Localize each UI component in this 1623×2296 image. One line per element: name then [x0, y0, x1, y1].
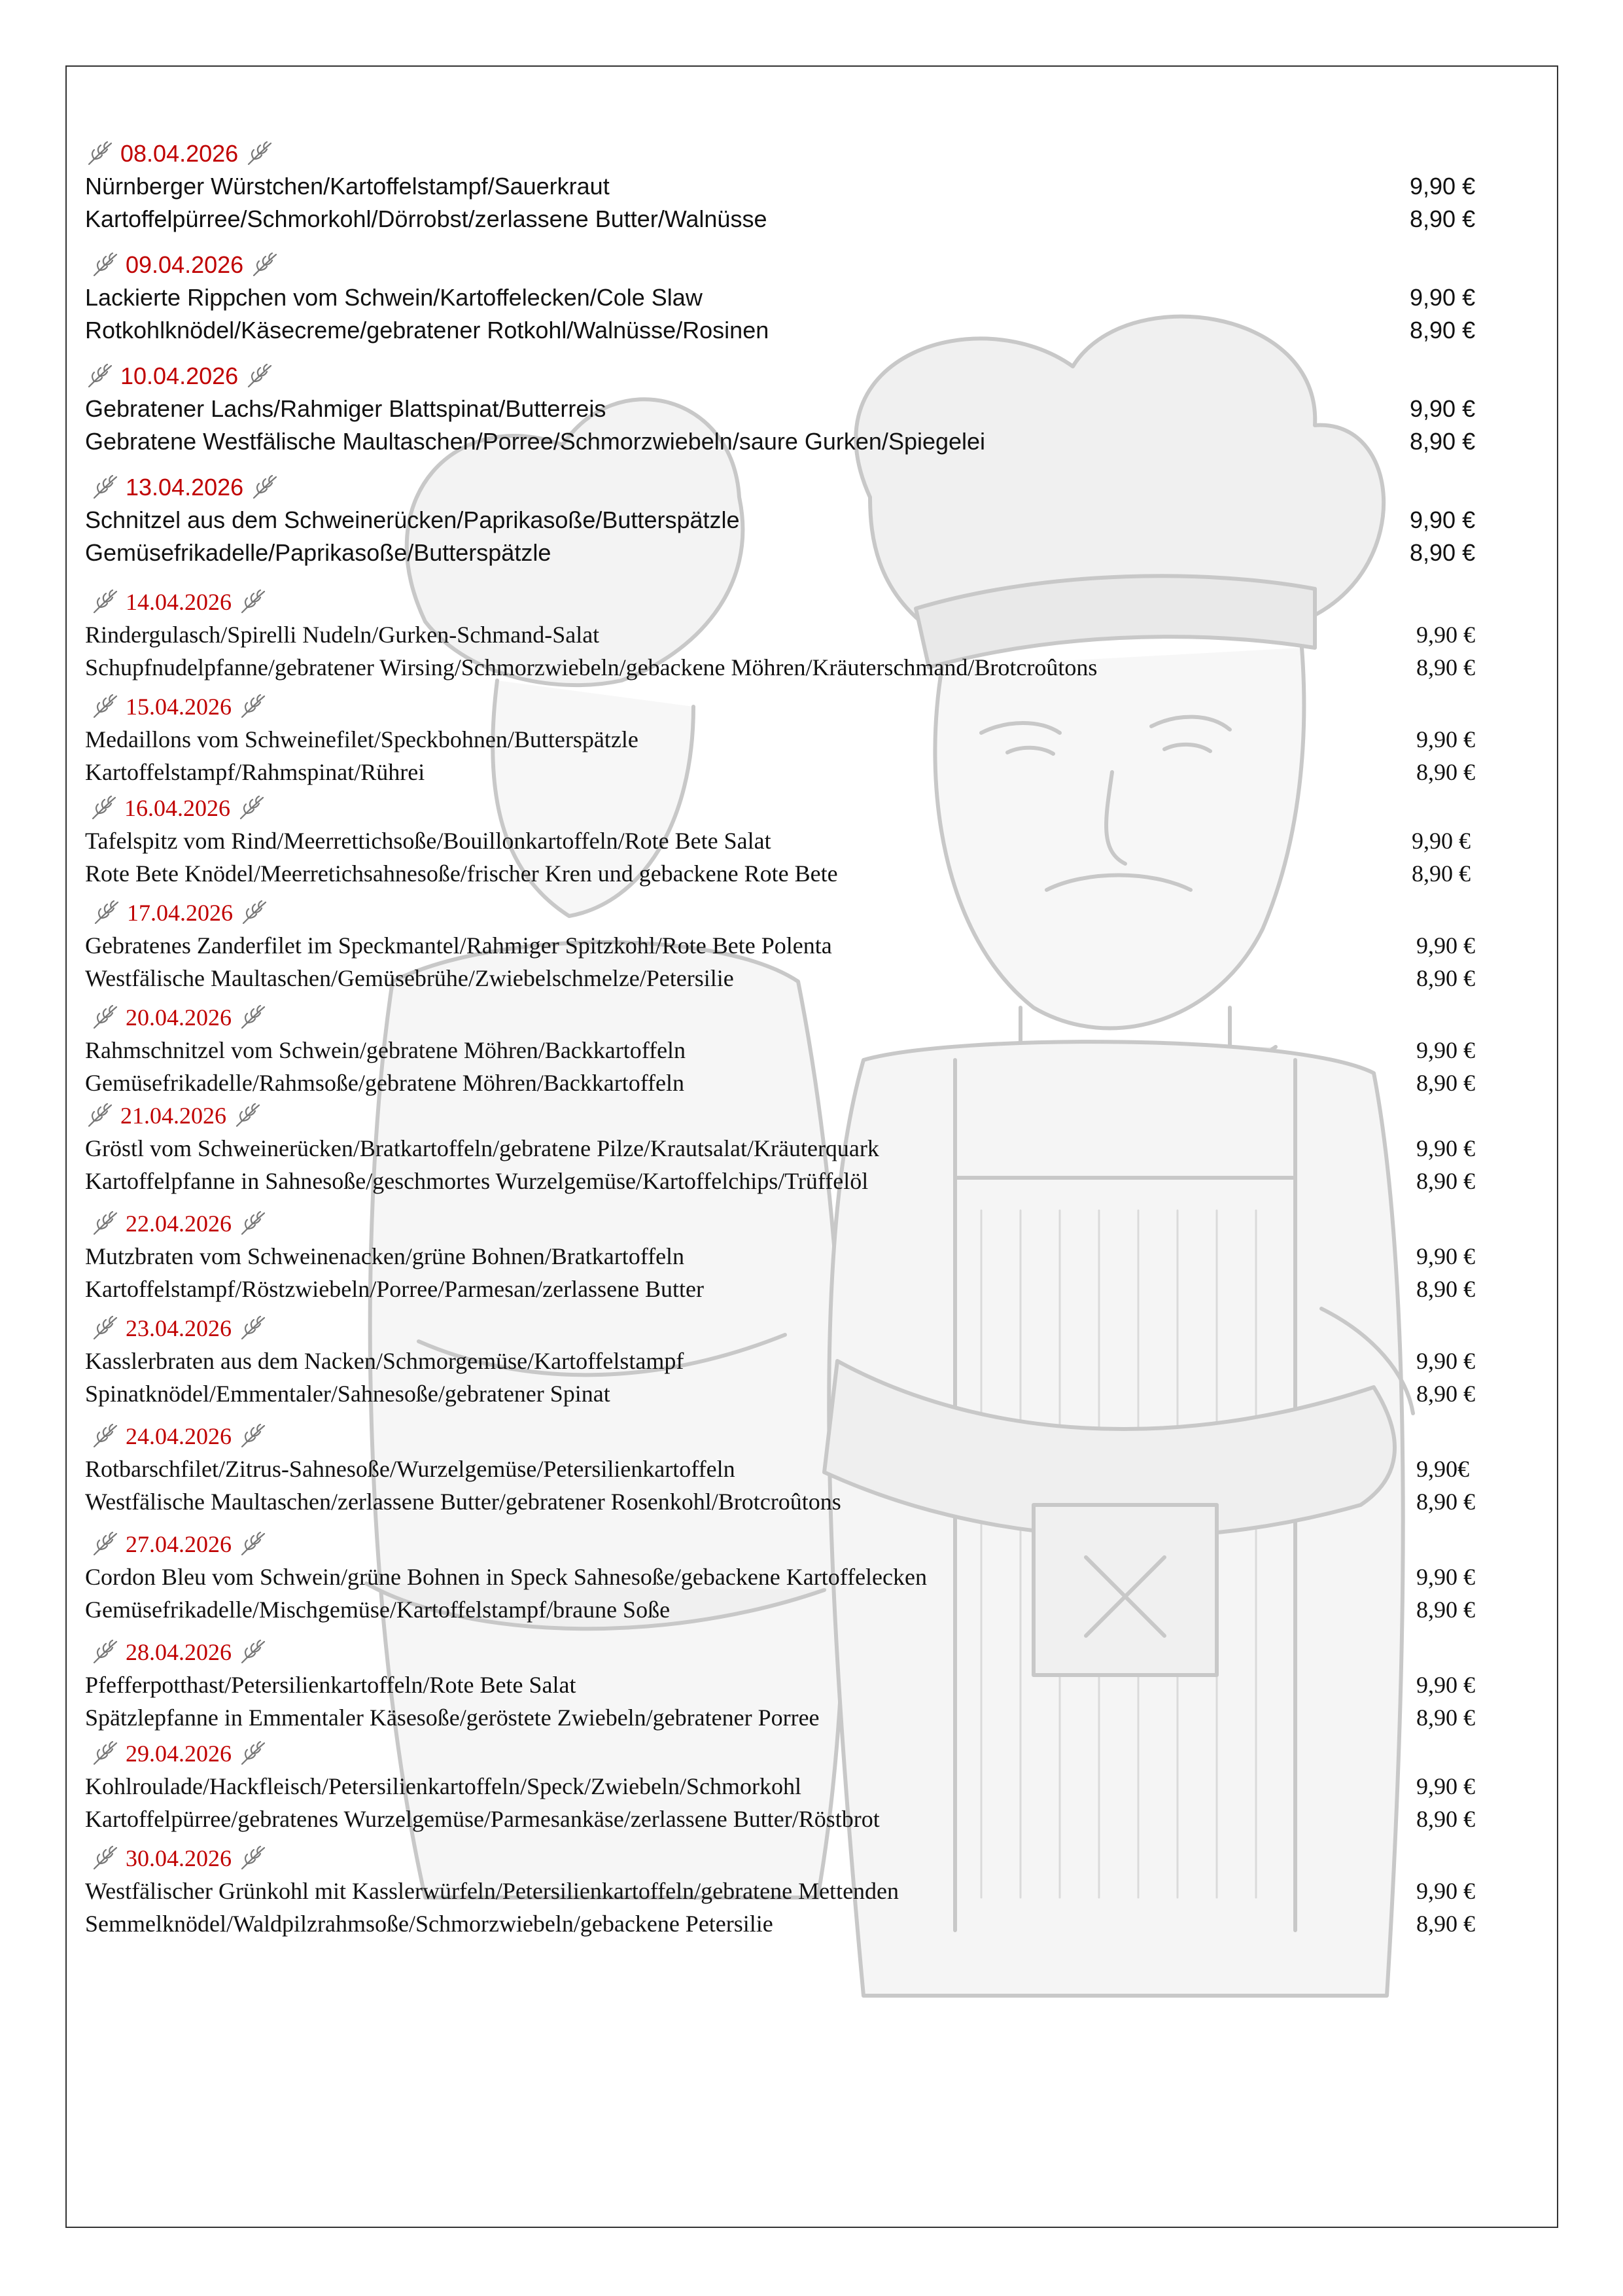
- wheat-sprig-icon: [90, 1210, 120, 1237]
- date-heading: [85, 363, 275, 389]
- wheat-sprig-icon: [90, 1315, 120, 1341]
- date-heading: [85, 1103, 263, 1129]
- dish-name: Semmelknödel/Waldpilzrahmsoße/Schmorzwiebeln/gebackene Petersilie: [85, 1911, 773, 1937]
- wheat-sprig-icon: [90, 589, 120, 615]
- date-label: 21.04.2026: [120, 1103, 226, 1129]
- dish-price: 8,90 €: [1416, 1704, 1475, 1731]
- date-heading: [90, 1315, 268, 1341]
- wheat-sprig-icon: [90, 1423, 120, 1449]
- date-label: 28.04.2026: [126, 1639, 232, 1665]
- dish-name: Pfefferpotthast/Petersilienkartoffeln/Rote Bete Salat: [85, 1672, 576, 1698]
- dish-name: Schupfnudelpfanne/gebratener Wirsing/Schmorzwiebeln/gebackene Möhren/Kräuterschmand/Brotcroûtons: [85, 654, 1098, 680]
- date-label: 22.04.2026: [126, 1210, 232, 1237]
- dish-price: 8,90 €: [1416, 965, 1475, 991]
- dish-name: Rote Bete Knödel/Meerretichsahnesoße/frischer Kren und gebackene Rote Bete: [85, 860, 838, 887]
- dish-name: Rotkohlknödel/Käsecreme/gebratener Rotkohl/Walnüsse/Rosinen: [85, 317, 769, 344]
- date-label: 30.04.2026: [126, 1845, 232, 1871]
- date-heading: [92, 900, 270, 926]
- dish-name: Gemüsefrikadelle/Paprikasoße/Butterspätzle: [85, 539, 551, 566]
- wheat-sprig-icon: [90, 1845, 120, 1871]
- wheat-sprig-icon: [238, 1004, 268, 1031]
- dish-name: Medaillons vom Schweinefilet/Speckbohnen/Butterspätzle: [85, 726, 638, 752]
- wheat-sprig-icon: [85, 1103, 115, 1129]
- dish-name: Kartoffelstampf/Röstzwiebeln/Porree/Parmesan/zerlassene Butter: [85, 1276, 705, 1302]
- date-heading: [89, 795, 267, 821]
- dish-price: 9,90 €: [1416, 1037, 1475, 1063]
- wheat-sprig-icon: [90, 1531, 120, 1557]
- date-heading: [90, 1740, 268, 1767]
- dish-name: Gebratenes Zanderfilet im Speckmantel/Rahmiger Spitzkohl/Rote Bete Polenta: [85, 932, 832, 959]
- wheat-sprig-icon: [90, 1004, 120, 1031]
- dish-name: Kohlroulade/Hackfleisch/Petersilienkartoffeln/Speck/Zwiebeln/Schmorkohl: [85, 1773, 802, 1799]
- date-label: 14.04.2026: [126, 589, 232, 615]
- date-label: 29.04.2026: [126, 1740, 232, 1767]
- dish-price: 9,90 €: [1410, 173, 1476, 200]
- dish-name: Gröstl vom Schweinerücken/Bratkartoffeln/gebratene Pilze/Krautsalat/Kräuterquark: [85, 1135, 879, 1161]
- wheat-sprig-icon: [237, 795, 267, 821]
- wheat-sprig-icon: [90, 694, 120, 720]
- dish-price: 8,90 €: [1416, 1070, 1475, 1096]
- dish-name: Rotbarschfilet/Zitrus-Sahnesoße/Wurzelgemüse/Petersilienkartoffeln: [85, 1456, 735, 1482]
- dish-price: 9,90 €: [1416, 1878, 1475, 1904]
- dish-price: 8,90 €: [1412, 860, 1471, 887]
- date-label: 10.04.2026: [120, 362, 239, 389]
- dish-name: Lackierte Rippchen vom Schwein/Kartoffelecken/Cole Slaw: [85, 284, 703, 311]
- date-heading: [90, 1639, 268, 1665]
- dish-price: 8,90 €: [1416, 1168, 1475, 1194]
- dish-price: 8,90 €: [1416, 1489, 1475, 1515]
- dish-price: 8,90 €: [1416, 1276, 1475, 1302]
- wheat-sprig-icon: [238, 1639, 268, 1665]
- dish-price: 9,90 €: [1416, 1564, 1475, 1590]
- date-heading: [90, 1531, 268, 1557]
- dish-name: Rahmschnitzel vom Schwein/gebratene Möhren/Backkartoffeln: [85, 1037, 686, 1063]
- wheat-sprig-icon: [238, 1531, 268, 1557]
- wheat-sprig-icon: [92, 900, 122, 926]
- date-label: 27.04.2026: [126, 1531, 232, 1557]
- dish-name: Kartoffelpfanne in Sahnesoße/geschmortes Wurzelgemüse/Kartoffelchips/Trüffelöl: [85, 1168, 869, 1194]
- dish-price: 9,90 €: [1410, 506, 1476, 533]
- date-label: 08.04.2026: [120, 140, 239, 167]
- date-heading: [85, 141, 275, 167]
- dish-name: Schnitzel aus dem Schweinerücken/Paprikasoße/Butterspätzle: [85, 506, 740, 533]
- date-label: 09.04.2026: [126, 251, 244, 278]
- dish-price: 8,90 €: [1410, 539, 1476, 566]
- wheat-sprig-icon: [239, 900, 270, 926]
- dish-price: 8,90 €: [1410, 205, 1476, 232]
- dish-price: 8,90 €: [1416, 1597, 1475, 1623]
- date-heading: [90, 252, 280, 278]
- dish-price: 9,90 €: [1416, 1348, 1475, 1374]
- date-label: 23.04.2026: [126, 1315, 232, 1341]
- dish-name: Kartoffelstampf/Rahmspinat/Rührei: [85, 759, 425, 785]
- wheat-sprig-icon: [238, 1423, 268, 1449]
- dish-price: 9,90 €: [1410, 284, 1476, 311]
- dish-price: 9,90 €: [1410, 395, 1476, 422]
- wheat-sprig-icon: [238, 1845, 268, 1871]
- dish-price: 9,90 €: [1416, 726, 1475, 752]
- dish-price: 8,90 €: [1410, 428, 1476, 455]
- wheat-sprig-icon: [89, 795, 119, 821]
- date-heading: [90, 589, 268, 615]
- wheat-sprig-icon: [238, 1210, 268, 1237]
- dish-price: 9,90 €: [1416, 622, 1475, 648]
- wheat-sprig-icon: [250, 252, 280, 278]
- dish-name: Kartoffelpürree/Schmorkohl/Dörrobst/zerlassene Butter/Walnüsse: [85, 205, 767, 232]
- dish-price: 8,90 €: [1416, 654, 1475, 680]
- date-heading: [90, 1004, 268, 1031]
- dish-name: Kartoffelpürree/gebratenes Wurzelgemüse/Parmesankäse/zerlassene Butter/Röstbrot: [85, 1806, 880, 1832]
- dish-name: Nürnberger Würstchen/Kartoffelstampf/Sauerkraut: [85, 173, 610, 200]
- dish-name: Spätzlepfanne in Emmentaler Käsesoße/geröstete Zwiebeln/gebratener Porree: [85, 1704, 820, 1731]
- date-label: 24.04.2026: [126, 1423, 232, 1449]
- dish-name: Mutzbraten vom Schweinenacken/grüne Bohnen/Bratkartoffeln: [85, 1243, 685, 1269]
- dish-name: Kasslerbraten aus dem Nacken/Schmorgemüse/Kartoffelstampf: [85, 1348, 684, 1374]
- date-heading: [90, 694, 268, 720]
- dish-price: 8,90 €: [1410, 317, 1476, 344]
- dish-price: 8,90 €: [1416, 1911, 1475, 1937]
- dish-name: Tafelspitz vom Rind/Meerrettichsoße/Bouillonkartoffeln/Rote Bete Salat: [85, 828, 771, 854]
- date-label: 16.04.2026: [124, 795, 230, 821]
- wheat-sprig-icon: [238, 589, 268, 615]
- dish-name: Rindergulasch/Spirelli Nudeln/Gurken-Schmand-Salat: [85, 622, 600, 648]
- dish-price: 9,90 €: [1416, 1672, 1475, 1698]
- wheat-sprig-icon: [238, 694, 268, 720]
- dish-price: 8,90 €: [1416, 1381, 1475, 1407]
- wheat-sprig-icon: [238, 1315, 268, 1341]
- dish-name: Gemüsefrikadelle/Mischgemüse/Kartoffelstampf/braune Soße: [85, 1597, 671, 1623]
- wheat-sprig-icon: [238, 1740, 268, 1767]
- date-label: 17.04.2026: [127, 900, 233, 926]
- dish-name: Spinatknödel/Emmentaler/Sahnesoße/gebratener Spinat: [85, 1381, 610, 1407]
- date-label: 15.04.2026: [126, 694, 232, 720]
- date-heading: [90, 1423, 268, 1449]
- dish-price: 9,90 €: [1412, 828, 1471, 854]
- dish-price: 9,90 €: [1416, 1135, 1475, 1161]
- date-heading: [90, 1210, 268, 1237]
- date-label: 13.04.2026: [126, 474, 244, 501]
- wheat-sprig-icon: [250, 474, 280, 501]
- dish-price: 8,90 €: [1416, 759, 1475, 785]
- dish-price: 9,90 €: [1416, 932, 1475, 959]
- dish-name: Westfälischer Grünkohl mit Kasslerwürfeln/Petersilienkartoffeln/gebratene Mettenden: [85, 1878, 899, 1904]
- dish-price: 9,90 €: [1416, 1773, 1475, 1799]
- dish-price: 9,90€: [1416, 1456, 1469, 1482]
- wheat-sprig-icon: [90, 474, 120, 501]
- dish-name: Gebratener Lachs/Rahmiger Blattspinat/Butterreis: [85, 395, 606, 422]
- wheat-sprig-icon: [85, 141, 115, 167]
- wheat-sprig-icon: [90, 1639, 120, 1665]
- wheat-sprig-icon: [233, 1103, 263, 1129]
- wheat-sprig-icon: [90, 252, 120, 278]
- wheat-sprig-icon: [90, 1740, 120, 1767]
- dish-name: Cordon Bleu vom Schwein/grüne Bohnen in Speck Sahnesoße/gebackene Kartoffelecken: [85, 1564, 927, 1590]
- wheat-sprig-icon: [245, 363, 275, 389]
- dish-name: Gebratene Westfälische Maultaschen/Porree/Schmorzwiebeln/saure Gurken/Spiegelei: [85, 428, 986, 455]
- wheat-sprig-icon: [85, 363, 115, 389]
- dish-price: 8,90 €: [1416, 1806, 1475, 1832]
- dish-name: Westfälische Maultaschen/Gemüsebrühe/Zwiebelschmelze/Petersilie: [85, 965, 734, 991]
- date-label: 20.04.2026: [126, 1004, 232, 1031]
- wheat-sprig-icon: [245, 141, 275, 167]
- dish-name: Westfälische Maultaschen/zerlassene Butter/gebratener Rosenkohl/Brotcroûtons: [85, 1489, 841, 1515]
- date-heading: [90, 474, 280, 501]
- dish-name: Gemüsefrikadelle/Rahmsoße/gebratene Möhren/Backkartoffeln: [85, 1070, 684, 1096]
- dish-price: 9,90 €: [1416, 1243, 1475, 1269]
- date-heading: [90, 1845, 268, 1871]
